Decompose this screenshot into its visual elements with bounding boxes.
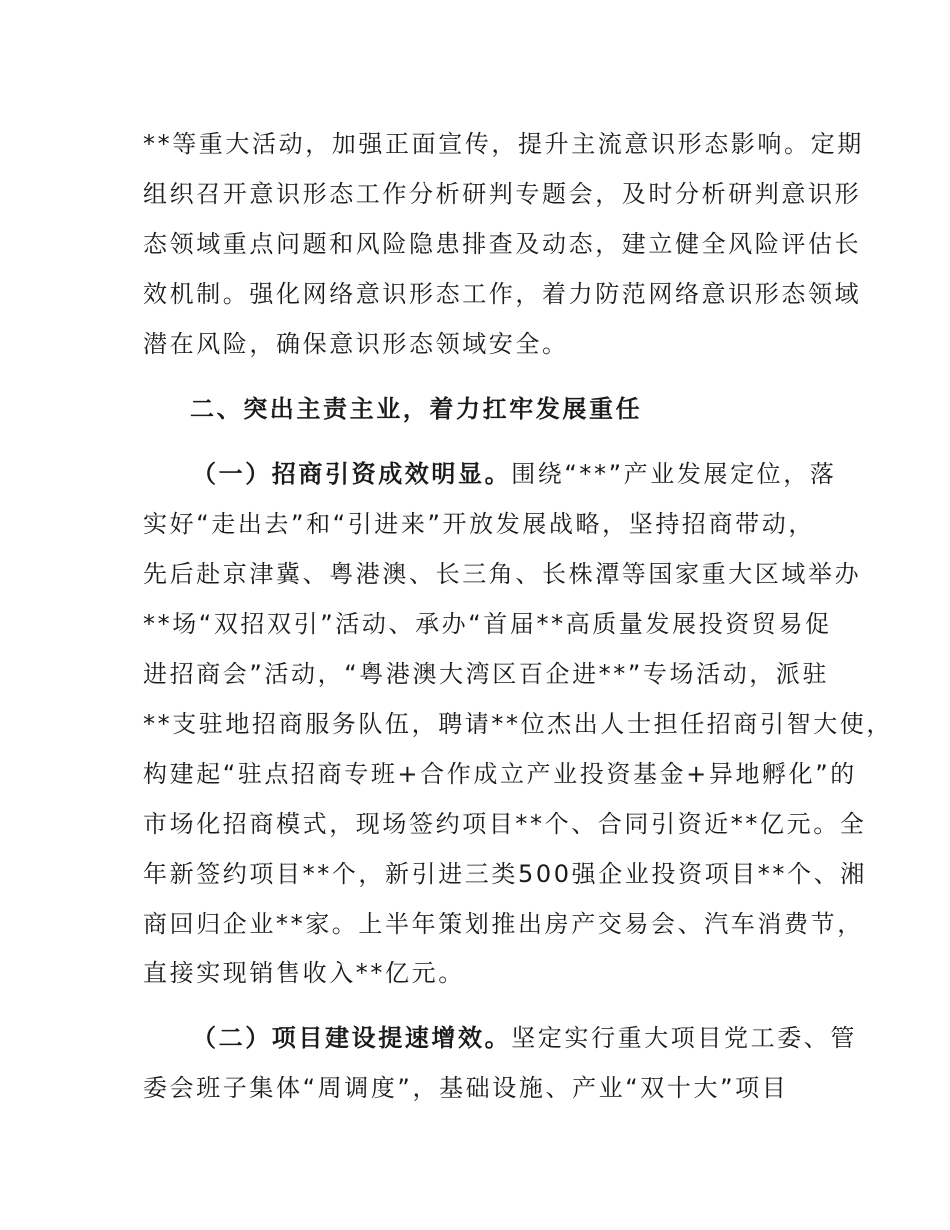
paragraph-line: 商回归企业**家。上半年策划推出房产交易会、汽车消费节， bbox=[143, 910, 864, 938]
section-heading: 二、突出主责主业，着力扛牢发展重任 bbox=[190, 395, 643, 423]
paragraph-line: 委会班子集体“周调度”，基础设施、产业“双十大”项目 bbox=[143, 1074, 789, 1102]
paragraph-line: 态领域重点问题和风险隐患排查及动态，建立健全风险评估长 bbox=[143, 230, 862, 258]
paragraph-line: 直接实现销售收入**亿元。 bbox=[143, 959, 465, 987]
paragraph-line: 构建起“驻点招商专班+合作成立产业投资基金+异地孵化”的 bbox=[143, 760, 857, 788]
subsection-lead: （二）项目建设提速增效。 bbox=[192, 1024, 512, 1052]
paragraph-line: **场“双招双引”活动、承办“首届**高质量发展投资贸易促 bbox=[143, 610, 832, 638]
subsection-lead: （一）招商引资成效明显。 bbox=[192, 460, 512, 488]
subsection-text: 围绕“**”产业发展定位，落 bbox=[511, 460, 837, 488]
subsection-first-line bbox=[192, 1020, 857, 1056]
subsection-text: 坚定实行重大项目党工委、管 bbox=[511, 1024, 858, 1052]
paragraph-line: 实好“走出去”和“引进来”开放发展战略，坚持招商带动， bbox=[143, 510, 815, 538]
paragraph-line: 效机制。强化网络意识形态工作，着力防范网络意识形态领域 bbox=[143, 280, 862, 308]
subsection-first-line bbox=[192, 456, 836, 492]
paragraph-line: 组织召开意识形态工作分析研判专题会，及时分析研判意识形 bbox=[143, 180, 862, 208]
paragraph-line: 潜在风险，确保意识形态领域安全。 bbox=[143, 330, 569, 358]
paragraph-line: 年新签约项目**个，新引进三类500强企业投资项目**个、湘 bbox=[143, 860, 867, 888]
paragraph-line: **等重大活动，加强正面宣传，提升主流意识形态影响。定期 bbox=[143, 130, 864, 158]
paragraph-line: **支驻地招商服务队伍，聘请**位杰出人士担任招商引智大使， bbox=[143, 710, 893, 738]
paragraph-line: 市场化招商模式，现场签约项目**个、合同引资近**亿元。全 bbox=[143, 810, 867, 838]
paragraph-line: 进招商会”活动，“粤港澳大湾区百企进**”专场活动，派驻 bbox=[143, 660, 830, 688]
paragraph-line: 先后赴京津冀、粤港澳、长三角、长株潭等国家重大区域举办 bbox=[143, 560, 862, 588]
